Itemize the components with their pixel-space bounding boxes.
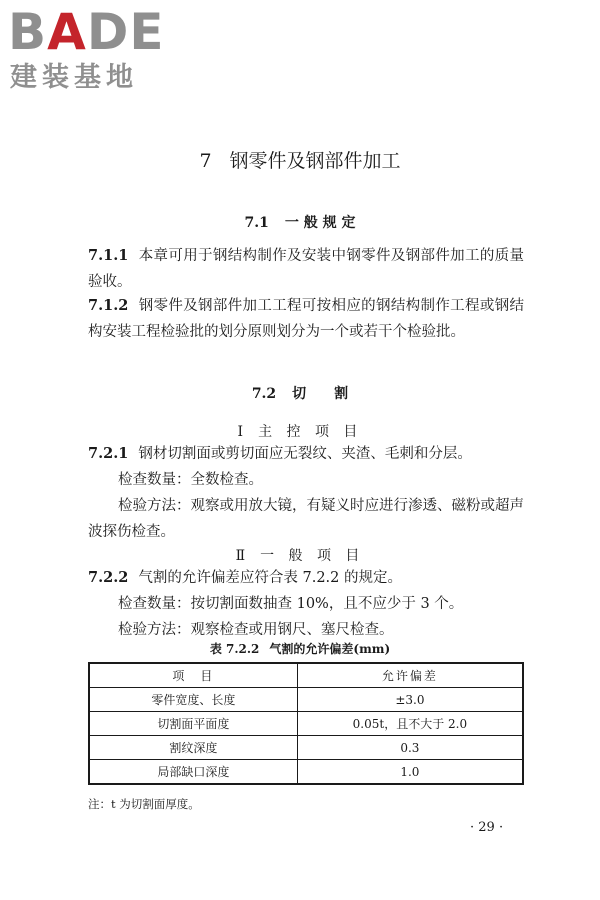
table-cell: 1.0 xyxy=(297,760,523,785)
table-cell: 0.3 xyxy=(297,736,523,760)
table-row xyxy=(89,712,523,736)
clause-text: 钢材切割面或剪切面应无裂纹、夹渣、毛刺和分层。 xyxy=(138,446,472,462)
clause-text: 钢零件及钢部件加工工程可按相应的钢结构制作工程或钢结构安装工程检验批的划分原则划分为一个或若干个检验批。 xyxy=(88,298,524,340)
check-quantity: 检查数量：按切割面数抽查 10%，且不应少于 3 个。 xyxy=(118,596,464,612)
table-cell: 割纹深度 xyxy=(89,736,297,760)
table-row xyxy=(89,688,523,712)
subsection-main-control-items: Ⅰ 主 控 项 目 xyxy=(237,424,363,440)
chapter-name: 钢零件及钢部件加工 xyxy=(229,150,401,172)
clause-number: 7.1.1 xyxy=(88,247,129,264)
table-caption: 表 7.2.2 气割的允许偏差(mm) xyxy=(209,642,391,656)
check-quantity: 检查数量：全数检查。 xyxy=(118,472,263,488)
column-header-tolerance: 允许偏差 xyxy=(297,663,523,688)
clause-7-2-1 xyxy=(88,441,524,545)
check-method: 检验方法：观察检查或用钢尺、塞尺检查。 xyxy=(118,622,394,638)
section-title-7-1: 7.1 一 般 规 定 xyxy=(244,215,356,231)
gas-cutting-tolerance-table xyxy=(88,662,524,785)
table-cell: 零件宽度、长度 xyxy=(89,688,297,712)
subsection-general-items: Ⅱ 一 般 项 目 xyxy=(235,548,365,564)
column-header-item: 项 目 xyxy=(89,663,297,688)
clause-number: 7.1.2 xyxy=(88,297,129,314)
bade-logo xyxy=(8,4,178,96)
clause-text: 本章可用于钢结构制作及安装中钢零件及钢部件加工的质量验收。 xyxy=(88,248,524,290)
clause-7-1-2 xyxy=(88,293,524,345)
page-number: · 29 · xyxy=(470,820,504,835)
logo-wordmark: BADE xyxy=(8,3,165,61)
section-title-7-2: 7.2 切 割 xyxy=(251,386,349,402)
clause-7-1-1 xyxy=(88,243,524,295)
table-row xyxy=(89,736,523,760)
check-method: 检验方法：观察或用放大镜，有疑义时应进行渗透、磁粉或超声波探伤检查。 xyxy=(88,498,524,540)
table-cell: 局部缺口深度 xyxy=(89,760,297,785)
table-note: 注：t 为切割面厚度。 xyxy=(88,797,200,811)
chapter-title xyxy=(0,146,600,173)
table-cell: 切割面平面度 xyxy=(89,712,297,736)
logo-subtitle: 建装基地 xyxy=(10,62,138,93)
table-header-row xyxy=(89,663,523,688)
table-cell: ±3.0 xyxy=(297,688,523,712)
table-row xyxy=(89,760,523,785)
clause-number: 7.2.1 xyxy=(88,445,129,462)
clause-text: 气割的允许偏差应符合表 7.2.2 的规定。 xyxy=(138,570,402,586)
clause-7-2-2 xyxy=(88,565,524,643)
chapter-number: 7 xyxy=(199,150,212,172)
clause-number: 7.2.2 xyxy=(88,569,129,586)
table-cell: 0.05t，且不大于 2.0 xyxy=(297,712,523,736)
